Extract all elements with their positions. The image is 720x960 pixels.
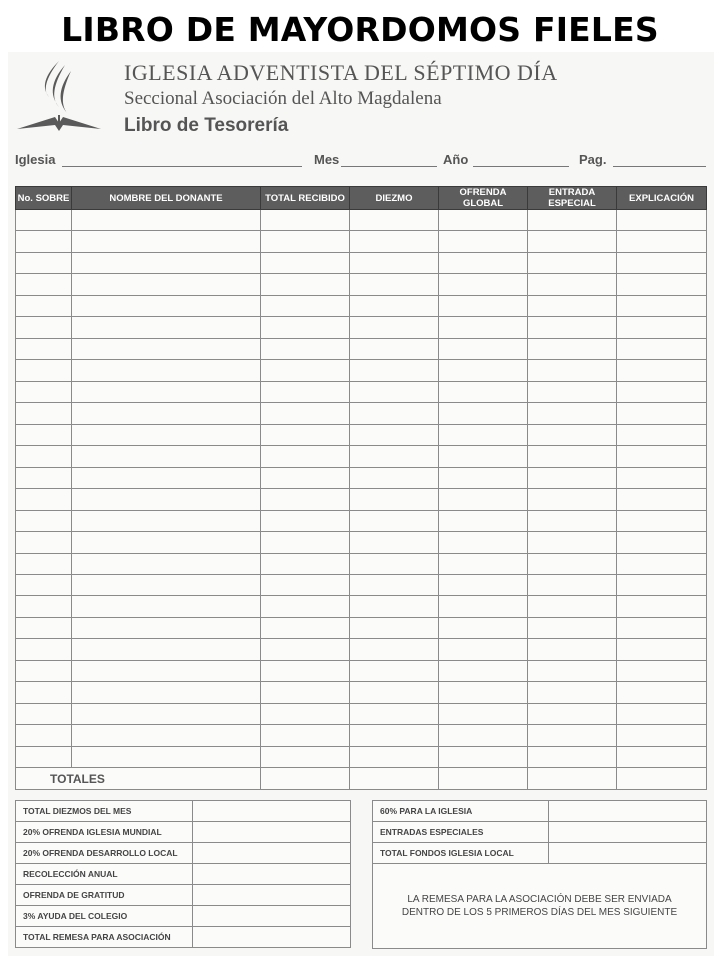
ledger-cell[interactable] <box>72 274 261 295</box>
ledger-row <box>16 660 707 681</box>
pag-label: Pag. <box>579 152 607 167</box>
ledger-cell[interactable] <box>261 338 350 359</box>
ledger-cell[interactable] <box>617 446 707 467</box>
ledger-cell[interactable] <box>439 510 528 531</box>
ledger-cell[interactable] <box>439 489 528 510</box>
ledger-cell[interactable] <box>350 596 439 617</box>
ledger-cell[interactable] <box>16 617 72 638</box>
ledger-cell[interactable] <box>528 725 617 746</box>
ledger-cell[interactable] <box>617 682 707 703</box>
ledger-cell[interactable] <box>439 381 528 402</box>
summary-label: ENTRADAS ESPECIALES <box>373 822 549 843</box>
ledger-cell[interactable] <box>439 360 528 381</box>
ledger-cell[interactable] <box>528 660 617 681</box>
ledger-cell[interactable] <box>72 446 261 467</box>
ledger-cell[interactable] <box>350 295 439 316</box>
ledger-cell[interactable] <box>617 574 707 595</box>
ledger-row <box>16 553 707 574</box>
ledger-cell[interactable] <box>528 295 617 316</box>
summary-row <box>16 822 351 843</box>
ledger-cell[interactable] <box>72 746 261 767</box>
ledger-row <box>16 295 707 316</box>
anio-field[interactable] <box>473 166 569 167</box>
ledger-cell[interactable] <box>350 617 439 638</box>
ledger-cell[interactable] <box>16 446 72 467</box>
adventist-flame-bible-icon <box>15 57 103 137</box>
ledger-cell[interactable] <box>261 574 350 595</box>
ledger-cell[interactable] <box>261 553 350 574</box>
summary-row <box>373 843 707 864</box>
ledger-cell[interactable] <box>16 231 72 252</box>
notice-line-2: DENTRO DE LOS 5 PRIMEROS DÍAS DEL MES SIGUIENTE <box>401 907 678 918</box>
ledger-row <box>16 703 707 724</box>
ledger-cell[interactable] <box>16 274 72 295</box>
ledger-row <box>16 489 707 510</box>
church-name: IGLESIA ADVENTISTA DEL SÉPTIMO DÍA <box>124 60 558 85</box>
ledger-cell[interactable] <box>72 338 261 359</box>
ledger-cell[interactable] <box>350 446 439 467</box>
ledger-cell[interactable] <box>617 467 707 488</box>
ledger-body <box>16 210 707 790</box>
ledger-cell[interactable] <box>617 532 707 553</box>
ledger-cell[interactable] <box>16 532 72 553</box>
ledger-cell[interactable] <box>72 360 261 381</box>
ledger-cell[interactable] <box>350 403 439 424</box>
ledger-cell[interactable] <box>72 252 261 273</box>
ledger-cell[interactable] <box>16 682 72 703</box>
totals-label: TOTALES <box>16 768 261 790</box>
ledger-cell[interactable] <box>528 231 617 252</box>
ledger-cell[interactable] <box>617 295 707 316</box>
ledger-cell[interactable] <box>72 660 261 681</box>
ledger-cell[interactable] <box>528 317 617 338</box>
ledger-cell[interactable] <box>16 725 72 746</box>
ledger-cell[interactable] <box>439 746 528 767</box>
ledger-cell[interactable] <box>261 446 350 467</box>
anio-label: Año <box>443 152 469 167</box>
ledger-row <box>16 424 707 445</box>
summary-label: OFRENDA DE GRATITUD <box>16 885 193 906</box>
summary-row <box>373 801 707 822</box>
ledger-cell[interactable] <box>72 210 261 231</box>
ledger-cell[interactable] <box>261 703 350 724</box>
ledger-cell[interactable] <box>261 617 350 638</box>
iglesia-label: Iglesia <box>15 152 56 167</box>
ledger-cell[interactable] <box>617 725 707 746</box>
ledger-cell[interactable] <box>350 338 439 359</box>
col-header-total-recibido: TOTAL RECIBIDO <box>261 187 350 210</box>
ledger-cell[interactable] <box>72 295 261 316</box>
pag-field[interactable] <box>613 166 706 167</box>
ledger-cell[interactable] <box>439 639 528 660</box>
ledger-cell[interactable] <box>617 596 707 617</box>
ledger-cell[interactable] <box>439 725 528 746</box>
ledger-cell[interactable] <box>350 660 439 681</box>
notice-line-1: LA REMESA PARA LA ASOCIACIÓN DEBE SER ENVIADA <box>407 894 672 905</box>
ledger-cell[interactable] <box>439 424 528 445</box>
ledger-cell[interactable] <box>261 489 350 510</box>
summary-left-table <box>15 800 351 948</box>
ledger-cell[interactable] <box>439 231 528 252</box>
ledger-cell[interactable] <box>16 510 72 531</box>
ledger-cell[interactable] <box>16 639 72 660</box>
ledger-cell[interactable] <box>439 210 528 231</box>
ledger-cell[interactable] <box>350 360 439 381</box>
ledger-cell[interactable] <box>439 532 528 553</box>
ledger-cell[interactable] <box>261 403 350 424</box>
ledger-row <box>16 467 707 488</box>
ledger-cell[interactable] <box>528 639 617 660</box>
summary-row <box>373 822 707 843</box>
ledger-cell[interactable] <box>72 231 261 252</box>
ledger-cell[interactable] <box>261 639 350 660</box>
summary-value-cell[interactable] <box>193 927 351 948</box>
ledger-cell[interactable] <box>350 682 439 703</box>
ledger-cell[interactable] <box>16 295 72 316</box>
ledger-cell[interactable] <box>16 660 72 681</box>
ledger-cell[interactable] <box>261 596 350 617</box>
summary-label: TOTAL FONDOS IGLESIA LOCAL <box>373 843 549 864</box>
ledger-cell[interactable] <box>617 489 707 510</box>
ledger-cell[interactable] <box>350 467 439 488</box>
ledger-cell[interactable] <box>439 338 528 359</box>
ledger-cell[interactable] <box>617 639 707 660</box>
ledger-cell[interactable] <box>261 252 350 273</box>
ledger-cell[interactable] <box>617 338 707 359</box>
ledger-cell[interactable] <box>16 703 72 724</box>
summary-value-cell[interactable] <box>193 906 351 927</box>
summary-value-cell[interactable] <box>193 864 351 885</box>
ledger-cell[interactable] <box>72 725 261 746</box>
ledger-cell[interactable] <box>72 553 261 574</box>
ledger-cell[interactable] <box>528 532 617 553</box>
ledger-cell[interactable] <box>350 703 439 724</box>
ledger-cell[interactable] <box>439 574 528 595</box>
ledger-cell[interactable] <box>528 682 617 703</box>
ledger-cell[interactable] <box>72 703 261 724</box>
ledger-cell[interactable] <box>617 510 707 531</box>
ledger-cell[interactable] <box>16 553 72 574</box>
ledger-row <box>16 746 707 767</box>
ledger-cell[interactable] <box>16 210 72 231</box>
iglesia-field[interactable] <box>62 166 302 167</box>
ledger-cell[interactable] <box>72 424 261 445</box>
notice-row <box>373 864 707 949</box>
ledger-cell[interactable] <box>16 424 72 445</box>
summary-row <box>16 801 351 822</box>
ledger-cell[interactable] <box>617 660 707 681</box>
ledger-cell[interactable] <box>350 231 439 252</box>
ledger-cell[interactable] <box>72 682 261 703</box>
mes-field[interactable] <box>341 166 437 167</box>
summary-label: 60% PARA LA IGLESIA <box>373 801 549 822</box>
ledger-cell[interactable] <box>617 252 707 273</box>
summary-value-cell[interactable] <box>549 801 707 822</box>
ledger-cell[interactable] <box>350 574 439 595</box>
ledger-cell[interactable] <box>261 682 350 703</box>
ledger-cell[interactable] <box>261 510 350 531</box>
totals-cell[interactable] <box>528 768 617 790</box>
ledger-row <box>16 338 707 359</box>
ledger-row <box>16 381 707 402</box>
ledger-cell[interactable] <box>439 467 528 488</box>
summary-label: 20% OFRENDA DESARROLLO LOCAL <box>16 843 193 864</box>
book-title: Libro de Tesorería <box>124 115 289 136</box>
ledger-cell[interactable] <box>350 252 439 273</box>
ledger-cell[interactable] <box>16 360 72 381</box>
ledger-cell[interactable] <box>439 553 528 574</box>
summary-row <box>16 927 351 948</box>
ledger-cell[interactable] <box>439 617 528 638</box>
ledger-row <box>16 210 707 231</box>
ledger-cell[interactable] <box>72 510 261 531</box>
ledger-cell[interactable] <box>528 252 617 273</box>
ledger-row <box>16 682 707 703</box>
ledger-cell[interactable] <box>350 725 439 746</box>
ledger-cell[interactable] <box>528 746 617 767</box>
ledger-row <box>16 574 707 595</box>
ledger-cell[interactable] <box>617 360 707 381</box>
ledger-cell[interactable] <box>72 596 261 617</box>
ledger-cell[interactable] <box>261 295 350 316</box>
ledger-row <box>16 317 707 338</box>
ledger-cell[interactable] <box>439 703 528 724</box>
ledger-cell[interactable] <box>16 252 72 273</box>
ledger-cell[interactable] <box>528 510 617 531</box>
ledger-cell[interactable] <box>528 381 617 402</box>
ledger-row <box>16 596 707 617</box>
ledger-cell[interactable] <box>72 532 261 553</box>
ledger-cell[interactable] <box>350 317 439 338</box>
ledger-cell[interactable] <box>72 489 261 510</box>
ledger-cell[interactable] <box>528 403 617 424</box>
summary-value-cell[interactable] <box>193 885 351 906</box>
ledger-cell[interactable] <box>350 510 439 531</box>
ledger-cell[interactable] <box>72 403 261 424</box>
ledger-row <box>16 403 707 424</box>
ledger-row <box>16 617 707 638</box>
totals-cell[interactable] <box>350 768 439 790</box>
ledger-cell[interactable] <box>617 424 707 445</box>
ledger-cell[interactable] <box>528 703 617 724</box>
ledger-cell[interactable] <box>261 424 350 445</box>
ledger-cell[interactable] <box>350 746 439 767</box>
summary-row <box>16 864 351 885</box>
summary-right-table <box>372 800 707 949</box>
ledger-header-row <box>16 187 707 210</box>
ledger-cell[interactable] <box>439 596 528 617</box>
ledger-cell[interactable] <box>528 574 617 595</box>
ledger-row <box>16 446 707 467</box>
ledger-cell[interactable] <box>350 532 439 553</box>
ledger-cell[interactable] <box>528 274 617 295</box>
banner-title: LIBRO DE MAYORDOMOS FIELES <box>61 10 659 49</box>
ledger-cell[interactable] <box>16 596 72 617</box>
ledger-cell[interactable] <box>261 467 350 488</box>
ledger-cell[interactable] <box>528 489 617 510</box>
ledger-cell[interactable] <box>16 574 72 595</box>
ledger-cell[interactable] <box>617 317 707 338</box>
ledger-cell[interactable] <box>439 252 528 273</box>
summary-value-cell[interactable] <box>193 801 351 822</box>
remittance-notice <box>373 864 707 949</box>
summary-value-cell[interactable] <box>549 843 707 864</box>
ledger-cell[interactable] <box>439 446 528 467</box>
summary-label: RECOLECCIÓN ANUAL <box>16 864 193 885</box>
ledger-cell[interactable] <box>16 489 72 510</box>
ledger-cell[interactable] <box>617 746 707 767</box>
ledger-cell[interactable] <box>350 210 439 231</box>
ledger-cell[interactable] <box>72 381 261 402</box>
ledger-cell[interactable] <box>439 682 528 703</box>
ledger-cell[interactable] <box>72 574 261 595</box>
ledger-cell[interactable] <box>528 617 617 638</box>
ledger-cell[interactable] <box>528 210 617 231</box>
ledger-cell[interactable] <box>261 532 350 553</box>
ledger-cell[interactable] <box>617 381 707 402</box>
col-header-sobre: No. SOBRE <box>16 187 72 210</box>
ledger-cell[interactable] <box>261 381 350 402</box>
col-header-diezmo: DIEZMO <box>350 187 439 210</box>
ledger-cell[interactable] <box>528 338 617 359</box>
summary-row <box>16 906 351 927</box>
ledger-cell[interactable] <box>439 274 528 295</box>
summary-value-cell[interactable] <box>193 822 351 843</box>
col-header-explicacion: EXPLICACIÓN <box>617 187 707 210</box>
ledger-table <box>15 186 707 790</box>
ledger-cell[interactable] <box>439 403 528 424</box>
ledger-cell[interactable] <box>72 617 261 638</box>
ledger-cell[interactable] <box>261 360 350 381</box>
ledger-cell[interactable] <box>350 381 439 402</box>
col-header-ofrenda-global: OFRENDA GLOBAL <box>439 187 528 210</box>
ledger-row <box>16 274 707 295</box>
ledger-cell[interactable] <box>16 338 72 359</box>
ledger-cell[interactable] <box>350 553 439 574</box>
ledger-cell[interactable] <box>617 617 707 638</box>
ledger-row <box>16 231 707 252</box>
ledger-cell[interactable] <box>350 424 439 445</box>
ledger-cell[interactable] <box>528 553 617 574</box>
col-header-donante: NOMBRE DEL DONANTE <box>72 187 261 210</box>
ledger-cell[interactable] <box>16 403 72 424</box>
summary-label: 20% OFRENDA IGLESIA MUNDIAL <box>16 822 193 843</box>
ledger-cell[interactable] <box>261 210 350 231</box>
totals-cell[interactable] <box>617 768 707 790</box>
ledger-row <box>16 510 707 531</box>
ledger-cell[interactable] <box>528 467 617 488</box>
totals-row <box>16 768 707 790</box>
ledger-row <box>16 725 707 746</box>
summary-value-cell[interactable] <box>549 822 707 843</box>
conference-section: Seccional Asociación del Alto Magdalena <box>124 88 442 109</box>
ledger-cell[interactable] <box>528 424 617 445</box>
ledger-cell[interactable] <box>617 553 707 574</box>
ledger-row <box>16 532 707 553</box>
ledger-cell[interactable] <box>261 746 350 767</box>
ledger-row <box>16 639 707 660</box>
ledger-cell[interactable] <box>439 295 528 316</box>
ledger-cell[interactable] <box>261 231 350 252</box>
ledger-cell[interactable] <box>439 317 528 338</box>
summary-row <box>16 843 351 864</box>
ledger-cell[interactable] <box>617 274 707 295</box>
ledger-cell[interactable] <box>72 317 261 338</box>
ledger-cell[interactable] <box>617 231 707 252</box>
summary-label: 3% AYUDA DEL COLEGIO <box>16 906 193 927</box>
ledger-cell[interactable] <box>261 274 350 295</box>
ledger-cell[interactable] <box>528 596 617 617</box>
summary-row <box>16 885 351 906</box>
ledger-cell[interactable] <box>350 274 439 295</box>
summary-value-cell[interactable] <box>193 843 351 864</box>
ledger-cell[interactable] <box>617 210 707 231</box>
ledger-cell[interactable] <box>261 660 350 681</box>
ledger-cell[interactable] <box>617 703 707 724</box>
summary-label: TOTAL DIEZMOS DEL MES <box>16 801 193 822</box>
ledger-cell[interactable] <box>72 639 261 660</box>
ledger-cell[interactable] <box>528 360 617 381</box>
ledger-row <box>16 360 707 381</box>
ledger-cell[interactable] <box>350 489 439 510</box>
totals-cell[interactable] <box>261 768 350 790</box>
ledger-cell[interactable] <box>617 403 707 424</box>
ledger-cell[interactable] <box>261 725 350 746</box>
ledger-cell[interactable] <box>16 746 72 767</box>
col-header-entrada-especial: ENTRADA ESPECIAL <box>528 187 617 210</box>
form-header-fields <box>15 150 707 172</box>
summary-label: TOTAL REMESA PARA ASOCIACIÓN <box>16 927 193 948</box>
ledger-row <box>16 252 707 273</box>
ledger-cell[interactable] <box>439 660 528 681</box>
ledger-cell[interactable] <box>350 639 439 660</box>
ledger-cell[interactable] <box>261 317 350 338</box>
ledger-cell[interactable] <box>528 446 617 467</box>
totals-cell[interactable] <box>439 768 528 790</box>
ledger-cell[interactable] <box>16 467 72 488</box>
mes-label: Mes <box>314 152 340 167</box>
ledger-cell[interactable] <box>72 467 261 488</box>
ledger-cell[interactable] <box>16 381 72 402</box>
ledger-cell[interactable] <box>16 317 72 338</box>
